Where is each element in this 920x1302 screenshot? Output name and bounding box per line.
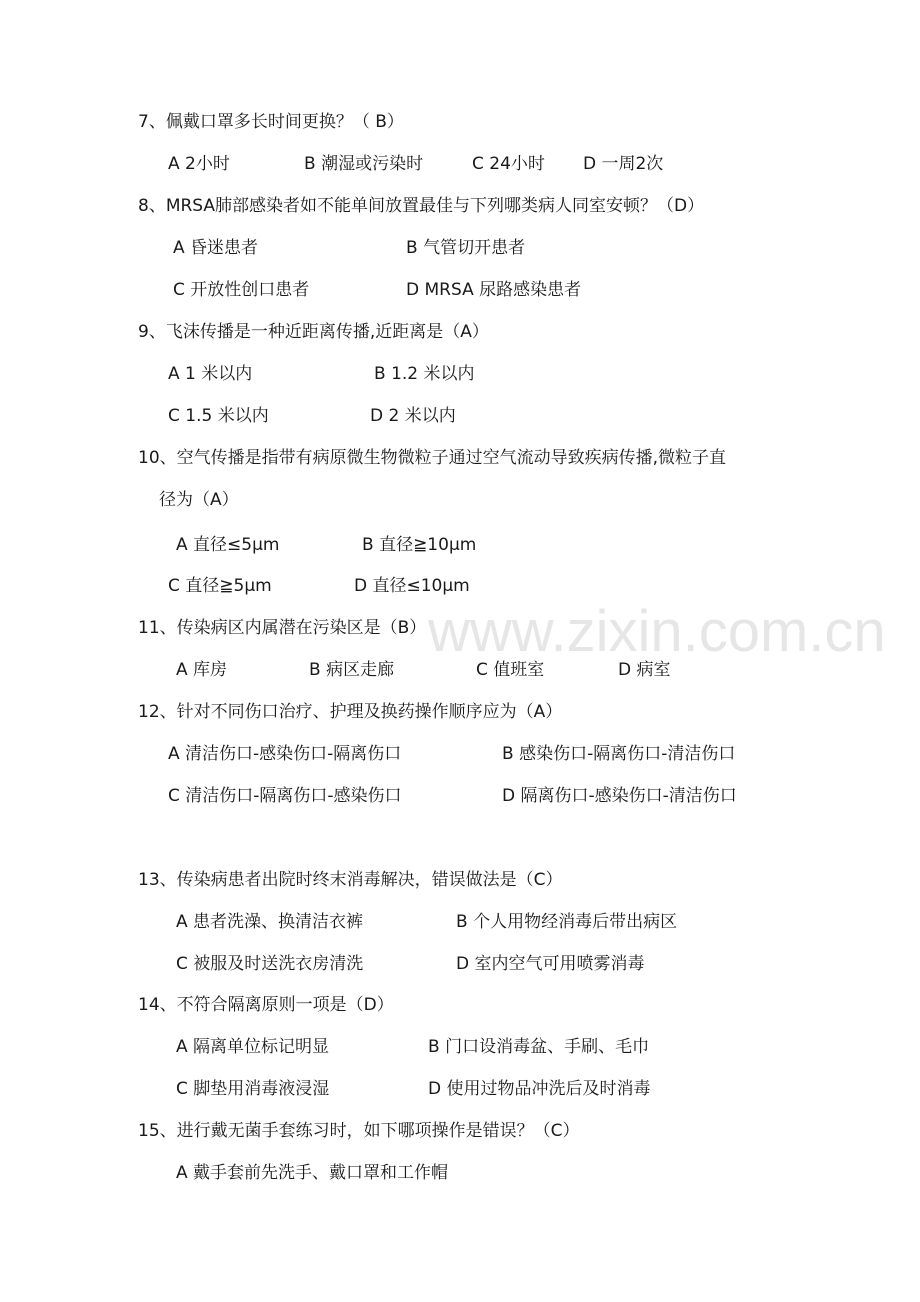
question-9-option-d: D 2 米以内 (370, 406, 456, 426)
question-8-option-d: D MRSA 尿路感染患者 (406, 280, 582, 300)
question-14-option-b: B 门口设消毒盆、手刷、毛巾 (428, 1037, 650, 1057)
question-10-option-c: C 直径≧5μm (168, 576, 272, 596)
question-13-option-c: C 被服及时送洗衣房清洗 (176, 954, 364, 974)
question-10-stem-continued: 径为（A） (159, 490, 239, 510)
question-8-option-c: C 开放性创口患者 (173, 280, 310, 300)
question-8-option-b: B 气管切开患者 (406, 238, 526, 258)
question-9-option-b: B 1.2 米以内 (374, 364, 475, 384)
question-14-option-d: D 使用过物品冲洗后及时消毒 (428, 1079, 651, 1099)
question-10-option-d: D 直径≤10μm (354, 576, 470, 596)
question-11-option-c: C 值班室 (476, 660, 545, 680)
question-12-option-d: D 隔离伤口-感染伤口-清洁伤口 (502, 786, 737, 806)
question-11-stem: 11、传染病区内属潜在污染区是（B） (138, 618, 427, 638)
question-12-option-a: A 清洁伤口-感染伤口-隔离伤口 (168, 744, 402, 764)
question-7-option-b: B 潮湿或污染时 (304, 154, 424, 174)
question-13-stem: 13、传染病患者出院时终末消毒解决，错误做法是（C） (138, 870, 563, 890)
question-13-option-d: D 室内空气可用喷雾消毒 (456, 954, 645, 974)
question-11-option-b: B 病区走廊 (309, 660, 395, 680)
question-11-option-d: D 病室 (618, 660, 671, 680)
question-12-stem: 12、针对不同伤口治疗、护理及换药操作顺序应为（A） (138, 702, 563, 722)
question-7-stem: 7、佩戴口罩多长时间更换？（ B） (138, 112, 404, 132)
question-10-stem: 10、空气传播是指带有病原微生物微粒子通过空气流动导致疾病传播,微粒子直 (138, 448, 727, 468)
question-7-option-c: C 24小时 (472, 154, 545, 174)
question-9-option-c: C 1.5 米以内 (168, 406, 269, 426)
question-11-option-a: A 库房 (176, 660, 228, 680)
question-8-stem: 8、MRSA肺部感染者如不能单间放置最佳与下列哪类病人同室安顿？（D） (138, 196, 705, 216)
question-12-option-c: C 清洁伤口-隔离伤口-感染伤口 (168, 786, 402, 806)
question-8-option-a: A 昏迷患者 (173, 238, 259, 258)
question-12-option-b: B 感染伤口-隔离伤口-清洁伤口 (502, 744, 736, 764)
question-14-option-a: A 隔离单位标记明显 (176, 1037, 330, 1057)
question-13-option-b: B 个人用物经消毒后带出病区 (456, 912, 678, 932)
question-14-stem: 14、不符合隔离原则一项是（D） (138, 995, 394, 1015)
question-7-option-a: A 2小时 (168, 154, 230, 174)
question-14-option-c: C 脚垫用消毒液浸湿 (176, 1079, 330, 1099)
question-9-option-a: A 1 米以内 (168, 364, 253, 384)
question-13-option-a: A 患者洗澡、换清洁衣裤 (176, 912, 364, 932)
question-10-option-b: B 直径≧10μm (362, 535, 477, 555)
question-10-option-a: A 直径≤5μm (176, 535, 280, 555)
watermark: www.zixin.com.cn (428, 599, 886, 664)
question-15-stem: 15、进行戴无菌手套练习时，如下哪项操作是错误？（C） (138, 1121, 580, 1141)
question-9-stem: 9、飞沫传播是一种近距离传播,近距离是（A） (138, 322, 489, 342)
question-7-option-d: D 一周2次 (583, 154, 664, 174)
question-15-option-a: A 戴手套前先洗手、戴口罩和工作帽 (176, 1163, 449, 1183)
